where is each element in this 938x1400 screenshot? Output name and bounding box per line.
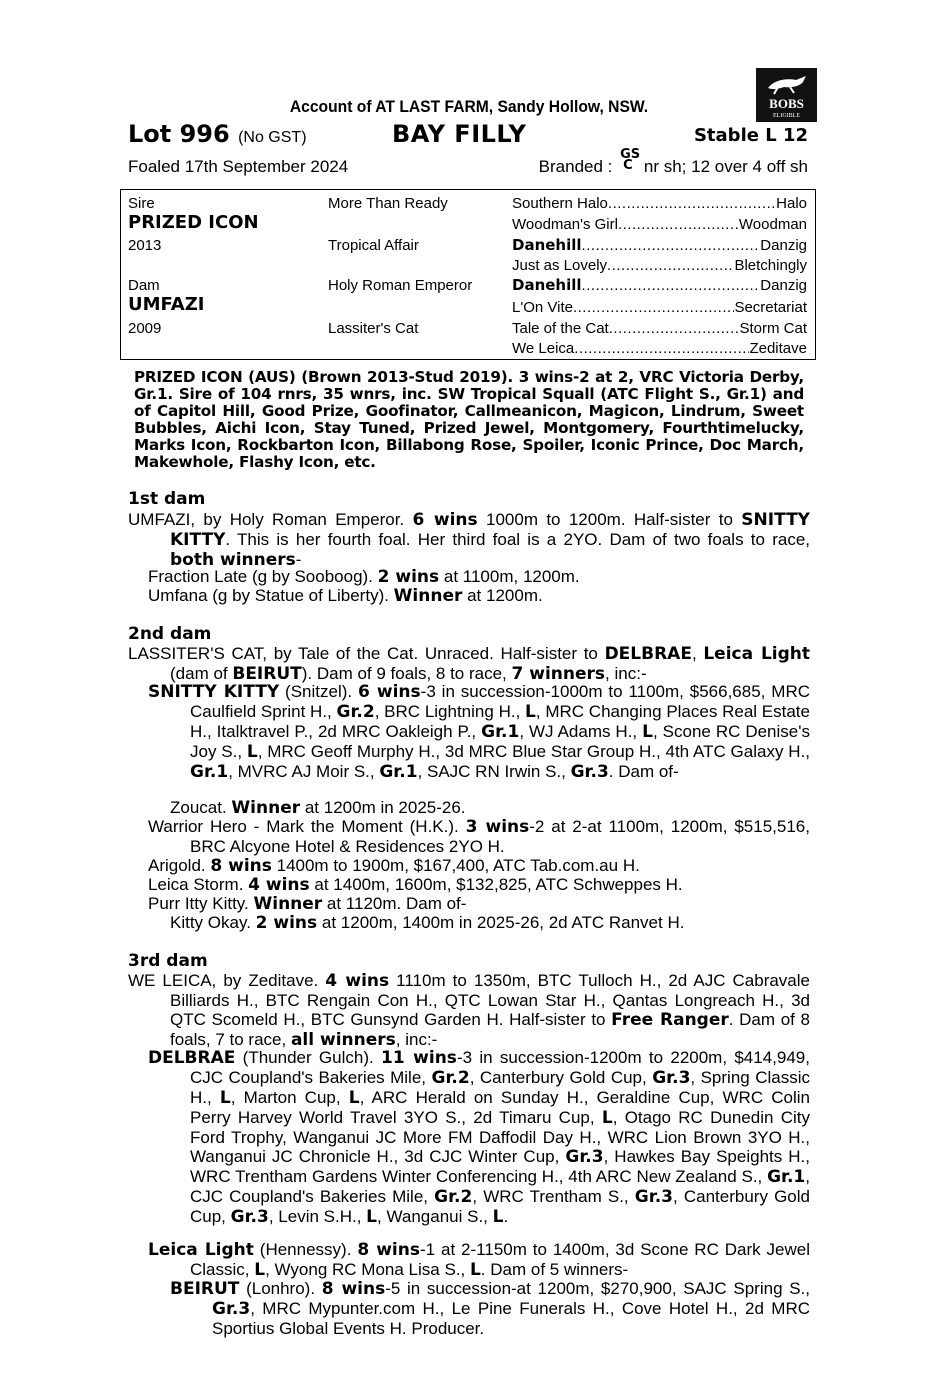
sire-label: Sire	[128, 195, 155, 212]
second-dam-paragraph	[128, 644, 810, 684]
progeny-entry	[148, 586, 810, 606]
text-run-bold: L	[642, 722, 653, 742]
text-run-bold: L	[348, 1088, 360, 1108]
second-dam-heading: 2nd dam	[128, 624, 212, 644]
text-run: (Lonhro).	[239, 1279, 322, 1298]
text-run-bold: Gr.3	[570, 762, 609, 782]
progeny-entry	[170, 1279, 810, 1338]
text-run: (Snitzel).	[279, 682, 358, 701]
g3-sire: Danzig	[760, 277, 807, 294]
text-run: , Otago RC Dunedin City Ford Trophy, Wanganui JC More FM Daffodil Day H., WRC Lion Brown 3YO H., Wanganui JC Chronicle H., 3d CJC Winter Cup,	[190, 1108, 810, 1166]
text-run: at 1100m, 1200m.	[439, 567, 580, 586]
text-run: -2 at 2-at 1100m, 1200m, $515,516, BRC Alcyone Hotel & Residences 2YO H.	[190, 817, 810, 856]
text-run-bold: 11 wins	[381, 1048, 457, 1068]
text-run: -3 in succession-1000m to 1100m, $566,685, MRC Caulfield Sprint H.,	[190, 682, 810, 721]
g3-row	[512, 340, 807, 357]
text-run-bold: DELBRAE	[604, 644, 692, 664]
brand-description	[538, 147, 808, 177]
g3-sire: Zeditave	[749, 340, 807, 357]
text-run-bold: Gr.3	[634, 1187, 673, 1207]
progeny-entry	[148, 682, 810, 782]
text-run-bold: Free Ranger	[611, 1010, 729, 1030]
text-run-bold: L	[254, 1260, 266, 1280]
text-run: Zoucat.	[170, 798, 232, 817]
text-run: Warrior Hero - Mark the Moment (H.K.).	[148, 817, 466, 836]
text-run-bold: L	[469, 1260, 481, 1280]
progeny-entry	[170, 913, 810, 933]
logo-subtext: ELIGIBLE	[773, 113, 800, 119]
third-dam-heading: 3rd dam	[128, 951, 208, 971]
text-run-bold: Gr.3	[230, 1207, 269, 1227]
text-run-bold: 8 wins	[357, 1240, 420, 1260]
text-run: , Wanganui S.,	[377, 1207, 493, 1226]
sire-summary: PRIZED ICON (AUS) (Brown 2013-Stud 2019). 3 wins-2 at 2, VRC Victoria Derby, Gr.1. Sire of 104 rnrs, 35 wnrs, inc. SW Tropical Squall (ATC Flight S., Gr.1) and of Capitol Hill, Good Prize, Goofinator, Callmeanicon, Magicon, Lindrum, Sweet Bubbles, Aichi Icon, Stay Tuned, Prized Jewel, Montgomery, Fourthtimelucky, Marks Icon, Rockbarton Icon, Billabong Rose, Spoiler, Iconic Prince, Doc March, Makewhole, Flashy Icon, etc.	[134, 368, 804, 471]
text-run-bold: Leica Light	[148, 1240, 254, 1260]
branded-label: Branded :	[538, 157, 613, 176]
text-run-bold: 6 wins	[412, 510, 478, 530]
progeny-entry	[148, 1048, 810, 1227]
text-run: . This is her fourth foal. Her third foal is a 2YO. Dam of two foals to race,	[225, 530, 810, 549]
text-run: , inc:-	[395, 1030, 438, 1049]
text-run: , WJ Adams H.,	[519, 722, 643, 741]
text-run-bold: Gr.2	[336, 702, 375, 722]
text-run: , inc:-	[605, 664, 647, 683]
text-run-bold: 4 wins	[325, 971, 390, 991]
lot-number	[128, 120, 307, 148]
text-run-bold: Leica Light	[703, 644, 811, 664]
g3-row	[512, 277, 807, 294]
text-run-bold: L	[246, 742, 258, 762]
progeny-entry	[148, 1240, 810, 1280]
text-run-bold: Gr.1	[767, 1167, 806, 1187]
text-run: , WRC Trentham S.,	[472, 1187, 635, 1206]
text-run: at 1400m, 1600m, $132,825, ATC Schweppes H.	[309, 875, 683, 894]
text-run: (dam of	[170, 664, 233, 683]
text-run-bold: L	[601, 1108, 613, 1128]
text-run: Kitty Okay.	[170, 913, 256, 932]
text-run-bold: BEIRUT	[232, 664, 302, 684]
horse-description: BAY FILLY	[392, 120, 527, 148]
g3-sire: Bletchingly	[734, 257, 807, 274]
text-run: , BRC Lightning H.,	[374, 702, 526, 721]
brand-top: GS	[620, 147, 641, 162]
text-run: , ARC Herald on Sunday H., Geraldine Cup, WRC Colin Perry Harvey World Travel 3YO S., 2d Timaru Cup,	[190, 1088, 811, 1127]
g3-row	[512, 195, 807, 212]
dot-leader	[618, 216, 739, 233]
text-run: (Hennessy).	[253, 1240, 358, 1259]
text-run: at 1200m, 1400m in 2025-26, 2d ATC Ranvet H.	[317, 913, 685, 932]
text-run: -	[295, 550, 302, 569]
text-run: . Dam of 8 foals, 7 to race,	[170, 1010, 810, 1049]
g3-name: Woodman's Girl	[512, 216, 618, 233]
g3-name: Tale of the Cat	[512, 320, 609, 337]
text-run: , Wyong RC Mona Lisa S.,	[265, 1260, 470, 1279]
dot-leader	[608, 195, 776, 212]
text-run: , MVRC AJ Moir S.,	[228, 762, 380, 781]
text-run: WE LEICA, by Zeditave.	[128, 971, 326, 990]
text-run-bold: 7 winners	[511, 664, 606, 684]
text-run: .	[503, 1207, 509, 1226]
text-run: (Thunder Gulch).	[235, 1048, 382, 1067]
brand-bottom: C	[623, 158, 633, 173]
text-run: at 1200m.	[462, 586, 543, 605]
text-run: 1110m to 1350m, BTC Tulloch H., 2d AJC Cabravale Billiards H., BTC Rengain Con H., QTC Lowan Star H., Qantas Longreach H., 3d QTC Scomeld H., BTC Gunsynd Garden H. Half-sister to	[170, 971, 810, 1029]
text-run: 1400m to 1900m, $167,400, ATC Tab.com.au H.	[271, 856, 640, 875]
progeny-entry	[148, 894, 810, 914]
g3-sire: Halo	[776, 195, 807, 212]
text-run: LASSITER'S CAT, by Tale of the Cat. Unraced. Half-sister to	[128, 644, 605, 663]
text-run: , MRC Geoff Murphy H., 3d MRC Blue Star Group H., 4th ATC Galaxy H.,	[257, 742, 810, 761]
text-run-bold: BEIRUT	[170, 1279, 240, 1299]
g3-name: Just as Lovely	[512, 257, 608, 274]
text-run: , Levin S.H.,	[268, 1207, 367, 1226]
dam-dam: Lassiter's Cat	[328, 320, 419, 337]
lot-line	[128, 120, 808, 152]
text-run: Purr Itty Kitty.	[148, 894, 254, 913]
text-run: , Canterbury Gold Cup,	[190, 1187, 810, 1226]
progeny-entry	[148, 567, 810, 587]
text-run-bold: 8 wins	[210, 856, 272, 876]
text-run: at 1120m. Dam of-	[322, 894, 467, 913]
text-run: -3 in succession-1200m to 2200m, $414,949, CJC Coupland's Bakeries Mile,	[190, 1048, 810, 1087]
text-run-bold: all winners	[290, 1030, 396, 1050]
text-run: , SAJC RN Irwin S.,	[417, 762, 571, 781]
g3-row	[512, 216, 807, 233]
text-run-bold: Winner	[231, 798, 301, 818]
text-run-bold: L	[219, 1088, 231, 1108]
text-run: Leica Storm.	[148, 875, 249, 894]
progeny-entry	[170, 798, 810, 818]
foaled-date: Foaled 17th September 2024	[128, 157, 349, 176]
dam-name: UMFAZI	[128, 294, 205, 315]
dot-leader	[574, 340, 749, 357]
text-run: ,	[691, 644, 704, 663]
text-run-bold: 4 wins	[248, 875, 310, 895]
text-run-bold: Gr.2	[431, 1068, 470, 1088]
text-run: 1000m to 1200m. Half-sister to	[477, 510, 742, 529]
text-run-bold: 8 wins	[321, 1279, 386, 1299]
first-dam-paragraph	[128, 510, 810, 570]
text-run: , MRC Mypunter.com H., Le Pine Funerals H., Cove Hotel H., 2d MRC Sportius Global Events H. Producer.	[212, 1299, 810, 1338]
g3-name: Danehill	[512, 276, 582, 294]
text-run: -1 at 2-1150m to 1400m, 3d Scone RC Dark Jewel Classic,	[190, 1240, 810, 1279]
text-run-bold: Winner	[253, 894, 323, 914]
dot-leader	[573, 299, 734, 316]
g3-sire: Woodman	[738, 216, 807, 233]
text-run-bold: 2 wins	[377, 567, 440, 587]
text-run: UMFAZI, by Holy Roman Emperor.	[128, 510, 413, 529]
g3-sire: Secretariat	[734, 299, 807, 316]
text-run: , CJC Coupland's Bakeries Mile,	[190, 1167, 810, 1206]
text-run-bold: Winner	[393, 586, 463, 606]
dot-leader	[607, 257, 734, 274]
text-run-bold: 6 wins	[358, 682, 421, 702]
text-run: , MRC Changing Places Real Estate H., Italktravel P., 2d MRC Oakleigh P.,	[190, 702, 810, 741]
text-run: . Dam of 5 winners-	[480, 1260, 629, 1279]
progeny-entry	[148, 875, 810, 895]
text-run: Umfana (g by Statue of Liberty).	[148, 586, 394, 605]
text-run-bold: SNITTY KITTY	[148, 682, 280, 702]
text-run-bold: Gr.3	[565, 1147, 604, 1167]
text-run: , Scone RC Denise's Joy S.,	[190, 722, 810, 761]
dot-leader	[582, 237, 761, 254]
dam-label: Dam	[128, 277, 160, 294]
dam-sire: Holy Roman Emperor	[328, 277, 473, 294]
brand-text: nr sh; 12 over 4 off sh	[643, 157, 808, 176]
lot-number-text: Lot 996	[128, 120, 230, 148]
text-run-bold: L	[525, 702, 536, 722]
dot-leader	[609, 320, 740, 337]
sire-sire: More Than Ready	[328, 195, 448, 212]
g3-row	[512, 257, 807, 274]
text-run: Arigold.	[148, 856, 211, 875]
text-run-bold: L	[366, 1207, 378, 1227]
g3-sire: Storm Cat	[739, 320, 807, 337]
g3-row	[512, 237, 807, 254]
text-run: ). Dam of 9 foals, 8 to race,	[301, 664, 512, 683]
text-run: , Marton Cup,	[230, 1088, 349, 1107]
first-dam-heading: 1st dam	[128, 489, 206, 509]
g3-name: Danehill	[512, 236, 582, 254]
g3-row	[512, 299, 807, 316]
text-run-bold: L	[492, 1207, 504, 1227]
text-run: Fraction Late (g by Sooboog).	[148, 567, 378, 586]
progeny-entry	[148, 856, 810, 876]
text-run-bold: SNITTY KITTY	[170, 510, 810, 550]
stable-number: Stable L 12	[693, 125, 808, 146]
text-run: . Dam of-	[608, 762, 679, 781]
text-run-bold: 2 wins	[255, 913, 318, 933]
text-run: at 1200m in 2025-26.	[300, 798, 466, 817]
logo-text: BOBS	[769, 96, 804, 111]
text-run-bold: Gr.3	[212, 1299, 251, 1319]
text-run: , Spring Classic H.,	[190, 1068, 810, 1107]
g3-row	[512, 320, 807, 337]
sire-name: PRIZED ICON	[128, 212, 259, 233]
dam-year: 2009	[128, 320, 162, 337]
g3-name: Southern Halo	[512, 195, 608, 212]
text-run-bold: Gr.1	[190, 762, 229, 782]
consignor-line: Account of AT LAST FARM, Sandy Hollow, NSW.	[289, 97, 649, 116]
dot-leader	[582, 277, 761, 294]
gst-note: (No GST)	[238, 129, 307, 146]
g3-name: We Leica	[512, 340, 575, 357]
text-run-bold: Gr.1	[379, 762, 418, 782]
progeny-entry	[148, 817, 810, 856]
text-run-bold: Gr.2	[434, 1187, 473, 1207]
g3-sire: Danzig	[760, 237, 807, 254]
sire-dam: Tropical Affair	[328, 237, 419, 254]
pedigree-table	[120, 189, 816, 360]
text-run: , Canterbury Gold Cup,	[469, 1068, 653, 1087]
text-run-bold: DELBRAE	[148, 1048, 236, 1068]
text-run-bold: Gr.3	[652, 1068, 691, 1088]
text-run: , Hawkes Bay Speights H., WRC Trentham Gardens Winter Conferencing H., 4th ARC New Zealand S.,	[190, 1147, 810, 1186]
text-run-bold: both winners	[170, 550, 296, 570]
sire-year: 2013	[128, 237, 162, 254]
text-run: -5 in succession-at 1200m, $270,900, SAJC Spring S.,	[385, 1279, 810, 1298]
text-run-bold: 3 wins	[465, 817, 530, 837]
g3-name: L'On Vite	[512, 299, 573, 316]
brand-mark	[617, 147, 641, 175]
third-dam-paragraph	[128, 971, 810, 1050]
text-run-bold: Gr.1	[481, 722, 520, 742]
